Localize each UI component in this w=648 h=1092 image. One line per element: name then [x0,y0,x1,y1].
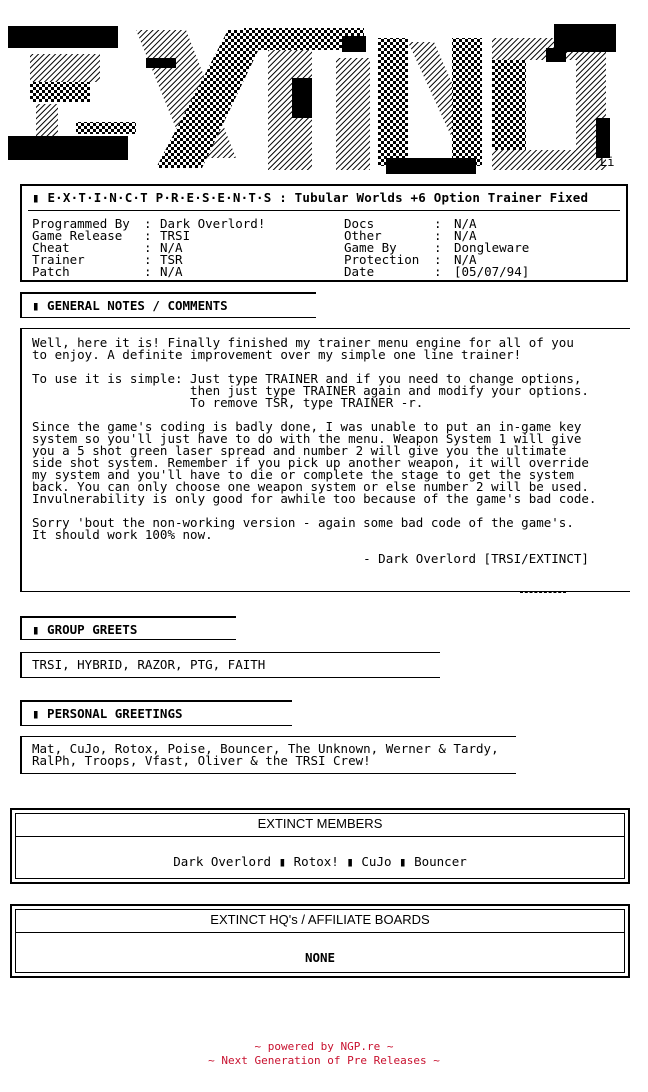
value-other: N/A [454,228,477,243]
notes-body-box [20,328,630,592]
logo-letter-e [8,26,136,160]
notes-heading: ▮ GENERAL NOTES / COMMENTS [32,298,228,313]
field-docs: Docs [344,216,375,231]
value-date: [05/07/94] [454,264,530,279]
release-info-box [20,184,628,282]
value-patch: N/A [160,264,183,279]
field-game-release: Game Release [32,228,123,243]
personal-greets-header [20,700,292,726]
field-trainer: Trainer [32,252,85,267]
field-patch: Patch [32,264,70,279]
extinct-ascii-logo [6,18,618,178]
group-greets-header [20,616,236,640]
members-heading: EXTINCT MEMBERS [257,816,383,831]
sep: : [434,216,442,231]
personal-greets-heading: ▮ PERSONAL GREETINGS [32,706,183,721]
hq-content: NONE [304,950,336,965]
value-programmed-by: Dark Overlord! [160,216,266,231]
sep: : [434,264,442,279]
value-game-release: TRSI [160,228,191,243]
footer-powered-by[interactable]: ~ powered by NGP.re ~ [254,1040,394,1053]
field-game-by: Game By [344,240,397,255]
hq-box [10,904,630,978]
hq-divider [16,932,624,933]
group-greets-text: TRSI, HYBRID, RAZOR, PTG, FAITH [32,657,266,672]
notes-header [20,292,316,318]
hq-heading: EXTINCT HQ's / AFFILIATE BOARDS [210,912,430,927]
value-trainer: TSR [160,252,183,267]
sep: : [144,228,152,243]
footer-tagline: ~ Next Generation of Pre Releases ~ [208,1054,440,1067]
dash-tail [520,592,566,594]
value-cheat: N/A [160,240,183,255]
field-other: Other [344,228,382,243]
sep: : [434,240,442,255]
logo-letter-t2 [554,24,616,170]
sep: : [144,264,152,279]
members-divider [16,836,624,837]
value-docs: N/A [454,216,477,231]
logo-letter-x [136,30,268,168]
sep: : [144,240,152,255]
notes-text: Well, here it is! Finally finished my trainer menu engine for all of you to enjoy. A definite improvement over my simple one line trainer! To use it is simple: Just type TRAINER and if you need to change options, then just type TRAINER again and modify your options. To remove TSR, type TRAINER -r. Since the game's coding is badly done, I was unable to put an in-game key system so you'll just have to do with the menu. Weapon System 1 will give you a 5 shot green laser spread and number 2 will give you the ultimate side shot system. Remember if you pick up another weapon, it will override my system and you'll have to die or complete the stage to get the system back. You can only choose one weapon system or else number 2 will be used. Invulnerability is only good for awhile too because of the game's bad code. Sorry 'bout the non-working version - again some bad code of the game's. It should work 100% now. - Dark Overlord [TRSI/EXTINCT] [32,335,597,566]
group-greets-box [20,652,440,678]
field-protection: Protection [344,252,420,267]
sep: : [434,228,442,243]
members-list: Dark Overlord ▮ Rotox! ▮ CuJo ▮ Bouncer [173,854,467,869]
footer [0,1040,648,1068]
field-cheat: Cheat [32,240,70,255]
group-greets-heading: ▮ GROUP GREETS [32,622,138,637]
members-box [10,808,630,884]
sep: : [144,252,152,267]
release-title: ▮ E·X·T·I·N·C·T P·R·E·S·E·N·T·S : Tubular Worlds +6 Option Trainer Fixed [32,190,589,205]
info-divider [28,210,620,211]
personal-greets-text: Mat, CuJo, Rotox, Poise, Bouncer, The Unknown, Werner & Tardy, RalPh, Troops, Vfast, Oliver & the TRSI Crew! [32,741,499,768]
dash-tail [340,328,384,330]
sep: : [434,252,442,267]
field-programmed-by: Programmed By [32,216,130,231]
sep: : [144,216,152,231]
logo-tag: Li [600,155,615,169]
value-protection: N/A [454,252,477,267]
logo-letter-n [378,38,482,174]
field-date: Date [344,264,375,279]
logo-letter-i [336,36,370,170]
personal-greets-box [20,736,516,774]
value-game-by: Dongleware [454,240,530,255]
